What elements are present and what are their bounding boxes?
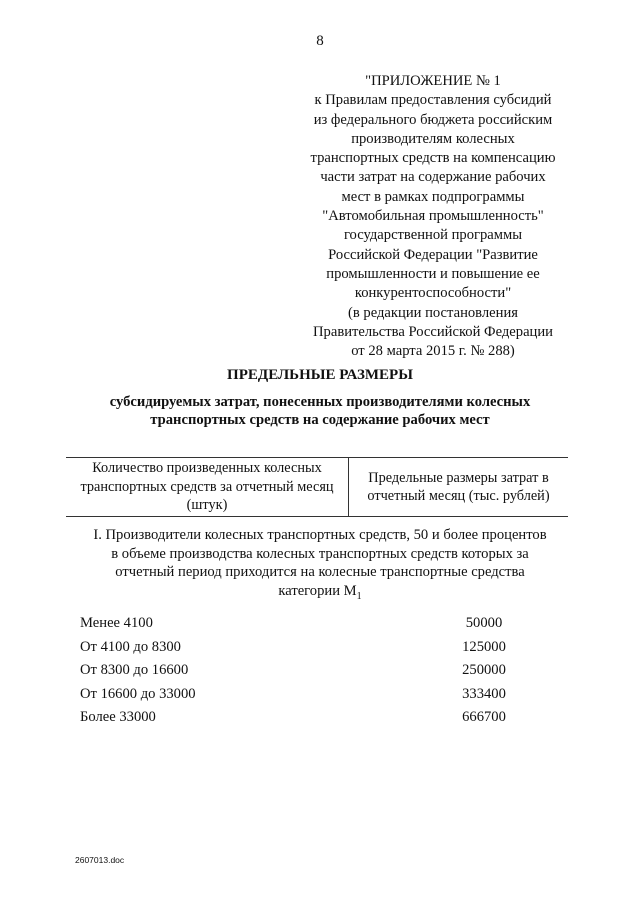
section-line: I. Производители колесных транспортных средств, 50 и более процентов bbox=[93, 527, 547, 543]
document-subtitle bbox=[0, 393, 640, 429]
page-number: 8 bbox=[316, 33, 324, 49]
appendix-line: от 28 марта 2015 г. № 288) bbox=[351, 343, 515, 360]
appendix-line: мест в рамках подпрограммы bbox=[341, 188, 525, 205]
appendix-line: производителям колесных bbox=[351, 130, 515, 147]
table-row bbox=[80, 686, 530, 710]
table-row bbox=[80, 615, 530, 639]
appendix-line: части затрат на содержание рабочих bbox=[320, 169, 546, 186]
table-row bbox=[80, 639, 530, 663]
header-limit: Предельные размеры затрат в отчетный месяц (тыс. рублей) bbox=[367, 469, 550, 504]
appendix-line: "Автомобильная промышленность" bbox=[322, 208, 544, 225]
document-title: ПРЕДЕЛЬНЫЕ РАЗМЕРЫ bbox=[227, 367, 413, 383]
section-heading bbox=[0, 526, 640, 606]
category-subscript: 1 bbox=[356, 590, 362, 602]
row-label: От 4100 до 8300 bbox=[80, 638, 181, 655]
row-label: От 8300 до 16600 bbox=[80, 662, 189, 678]
row-label: Менее 4100 bbox=[80, 615, 153, 631]
subtitle-line: субсидируемых затрат, понесенных производителями колесных bbox=[109, 394, 531, 410]
subtitle-line: транспортных средств на содержание рабочих мест bbox=[150, 412, 490, 428]
limits-table bbox=[80, 615, 530, 733]
appendix-line: "ПРИЛОЖЕНИЕ № 1 bbox=[365, 73, 501, 89]
appendix-line: к Правилам предоставления субсидий bbox=[314, 92, 552, 109]
appendix-line: государственной программы bbox=[343, 227, 523, 244]
appendix-line: из федерального бюджета российским bbox=[313, 111, 553, 128]
section-line: отчетный период приходится на колесные транспортные средства bbox=[115, 564, 525, 580]
section-category bbox=[0, 582, 640, 606]
row-label: От 16600 до 33000 bbox=[80, 685, 196, 702]
section-line: в объеме производства колесных транспортных средств которых за bbox=[111, 545, 529, 562]
row-value: 333400 bbox=[462, 685, 506, 702]
appendix-line: промышленности и повышение ее bbox=[326, 265, 540, 282]
header-quantity: Количество произведенных колесных транспортных средств за отчетный месяц (штук) bbox=[66, 458, 349, 516]
row-value: 50000 bbox=[465, 615, 503, 631]
appendix-line: Правительства Российской Федерации bbox=[313, 323, 553, 340]
row-label: Более 33000 bbox=[80, 709, 156, 725]
table-header bbox=[66, 457, 568, 517]
row-value: 250000 bbox=[462, 662, 506, 678]
row-value: 666700 bbox=[462, 709, 506, 725]
footer-filename: 2607013.doc bbox=[75, 855, 125, 865]
row-value: 125000 bbox=[462, 638, 506, 655]
table-row bbox=[80, 662, 530, 686]
appendix-line: конкурентоспособности" bbox=[354, 285, 512, 302]
category-text: категории M bbox=[278, 582, 357, 599]
appendix-line: Российской Федерации "Развитие bbox=[328, 246, 538, 263]
appendix-line: транспортных средств на компенсацию bbox=[310, 150, 556, 167]
appendix-block bbox=[290, 72, 576, 361]
table-row bbox=[80, 709, 530, 733]
appendix-line: (в редакции постановления bbox=[348, 304, 518, 321]
